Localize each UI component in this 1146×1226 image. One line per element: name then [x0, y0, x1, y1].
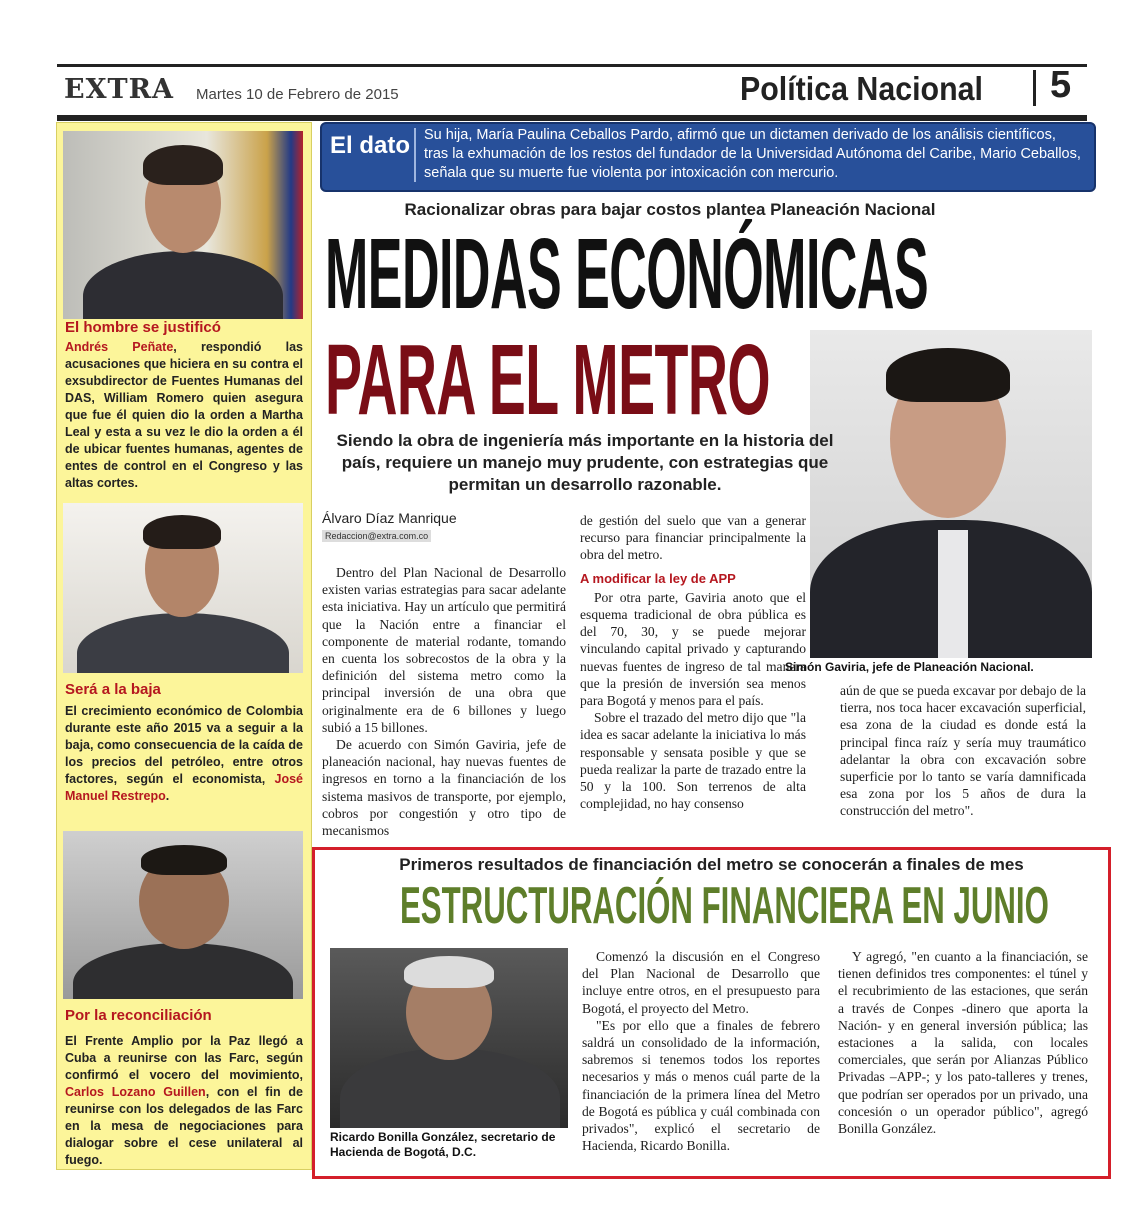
photo-ricardo-bonilla: [330, 948, 568, 1128]
paragraph: "Es por ello que a finales de febrero saldrá un consolidado de la información, sabremos si tenemos todos los reportes necesarios y más o menos cuál parte de la financiación de la primera línea del Metro de Bogotá es pública y cuál combinada con privados", explicó el secretario de Hacienda, Ricardo Bonilla.: [582, 1017, 820, 1154]
box-column-2: [838, 948, 1088, 1137]
header-divider: [1033, 70, 1036, 106]
brief-heading: Será a la baja: [65, 681, 161, 698]
sidebar-briefs: [56, 122, 312, 1170]
box-headline: ESTRUCTURACIÓN FINANCIERA EN JUNIO: [400, 877, 1049, 935]
page-number: 5: [1050, 64, 1072, 106]
headline-line-1: MEDIDAS ECONÓMICAS: [325, 218, 929, 330]
paragraph: Por otra parte, Gaviria anoto que el esquema tradicional de obra pública es del 70, 30, y se puede mejorar vinculando capital privado y capturando nuevas fuentes de ingreso de tal manera que la presión de inversión sea menos para Bogotá y menos para el país.: [580, 589, 806, 709]
brief-heading: El hombre se justificó: [65, 319, 221, 336]
box-kicker: Primeros resultados de financiación del metro se conocerán a finales de mes: [399, 855, 1024, 874]
author-name: Álvaro Díaz Manrique: [322, 510, 457, 526]
article-subheading: A modificar la ley de APP: [580, 570, 736, 586]
paragraph: Y agregó, "en cuanto a la financiación, se tienen definidos tres componentes: el túnel y el recubrimiento de las estaciones, que serán a través de Conpes -dinero que aporta la Nación- y en general inversión pública; las estaciones a la salida, con locales comerciales, que serán por Alianzas Público Privadas –APP-; y los pato-talleres y trenes, que podrían ser operados por un privado, una concesión o un operador público", agregó Bonilla González.: [838, 949, 1088, 1137]
headline-line-2: PARA EL METRO: [325, 324, 771, 436]
brief-heading: Por la reconciliación: [65, 1007, 212, 1024]
brief-text: Andrés Peñate, respondió las acusaciones que hiciera en su contra el exsubdirector de Fuentes Humanas del DAS, William Romero quien asegura que fue él quien dio la orden a Martha Leal y esta a su vez le dio la orden a él de ubicar fuentes humanas, agentes de entes de control en el Congreso y las altas cortes.: [65, 340, 303, 490]
sidebar-photo-lozano: [63, 831, 303, 999]
sidebar-photo-penate: [63, 131, 303, 319]
photo-caption: Ricardo Bonilla González, secretario de Hacienda de Bogotá, D.C.: [330, 1130, 556, 1159]
brief-text: El Frente Amplio por la Paz llegó a Cuba a reunirse con las Farc, según confirmó el vocero del movimiento, Carlos Lozano Guillen, con el fin de reunirse con los delegados de las Farc en la mesa de negociaciones para dialogar sobre el cese unilateral al fuego.: [65, 1034, 303, 1167]
newspaper-logo: EXTRA: [64, 74, 175, 105]
article-kicker: Racionalizar obras para bajar costos plantea Planeación Nacional: [404, 200, 936, 219]
fact-box-text: Su hija, María Paulina Ceballos Pardo, afirmó que un dictamen derivado de los análisis científicos, tras la exhumación de los restos del fundador de la Universidad Autónoma del Caribe, Mario Ceballos, señala que su muerte fue violenta por intoxicación con mercurio.: [424, 127, 1081, 181]
author-email: Redaccion@extra.com.co: [322, 530, 431, 542]
article-lead: Siendo la obra de ingeniería más importante en la historia del país, requiere un manejo muy prudente, con estrategias que permitan un desarrollo razonable.: [336, 431, 834, 494]
sidebar-photo-restrepo: [63, 503, 303, 673]
article-column-3: [840, 682, 1086, 820]
paragraph: aún de que se pueda excavar por debajo de la tierra, nos toca hacer excavación superficial, esa zona de la ciudad es donde está la principal finca raíz y sería muy traumático adelantar la obra con excavación sobre superficie por lo tanto se varía damnificada esa zona por los 5 años de dura la construcción del metro".: [840, 683, 1086, 819]
photo-simon-gaviria: [810, 330, 1092, 658]
paragraph: de gestión del suelo que van a generar recurso para financiar principalmente la obra del metro.: [580, 513, 806, 563]
paragraph: De acuerdo con Simón Gaviria, jefe de planeación nacional, hay nuevas fuentes de ingresos en torno a la financiación de los sistema masivos de transporte, por ejemplo, cobros por congestión y otro tipo de mecanismos: [322, 737, 566, 839]
fact-box-label: El dato: [330, 132, 411, 159]
paragraph: Dentro del Plan Nacional de Desarrollo existen varias estrategias para sacar adelante esta iniciativa. Hay un artículo que permitirá que la Nación entre a financiar el componente de material rodante, tomando en cuenta los sobrecostos de la obra y la definición del sistema metro como la principal inversión de una obra que originalmente era de 6 billones y luego subió a 15 billones.: [322, 565, 566, 735]
box-column-1: [582, 948, 820, 1154]
issue-date: Martes 10 de Febrero de 2015: [196, 86, 399, 103]
paragraph: Sobre el trazado del metro dijo que "la idea es sacar adelante la iniciativa lo más responsable y sensata posible y que se pueda realizar la parte de trazado entre la 50 y la 100. Son terrenos de alta complejidad, no hay consenso: [580, 710, 806, 812]
brief-text: El crecimiento económico de Colombia durante este año 2015 va a seguir a la baja, como consecuencia de la caída de los precios del petróleo, entre otros factores, según el economista, José Manuel Restrepo.: [65, 704, 303, 803]
photo-caption: Simón Gaviria, jefe de Planeación Nacional.: [785, 660, 1034, 674]
article-column-1: [322, 564, 566, 839]
section-title: Política Nacional: [740, 70, 983, 107]
fact-box-divider: [414, 128, 416, 182]
article-column-2: [580, 512, 806, 812]
paragraph: Comenzó la discusión en el Congreso del Plan Nacional de Desarrollo que incluye entre otros, en el presupuesto para Bogotá, el proyecto del Metro.: [582, 949, 820, 1016]
